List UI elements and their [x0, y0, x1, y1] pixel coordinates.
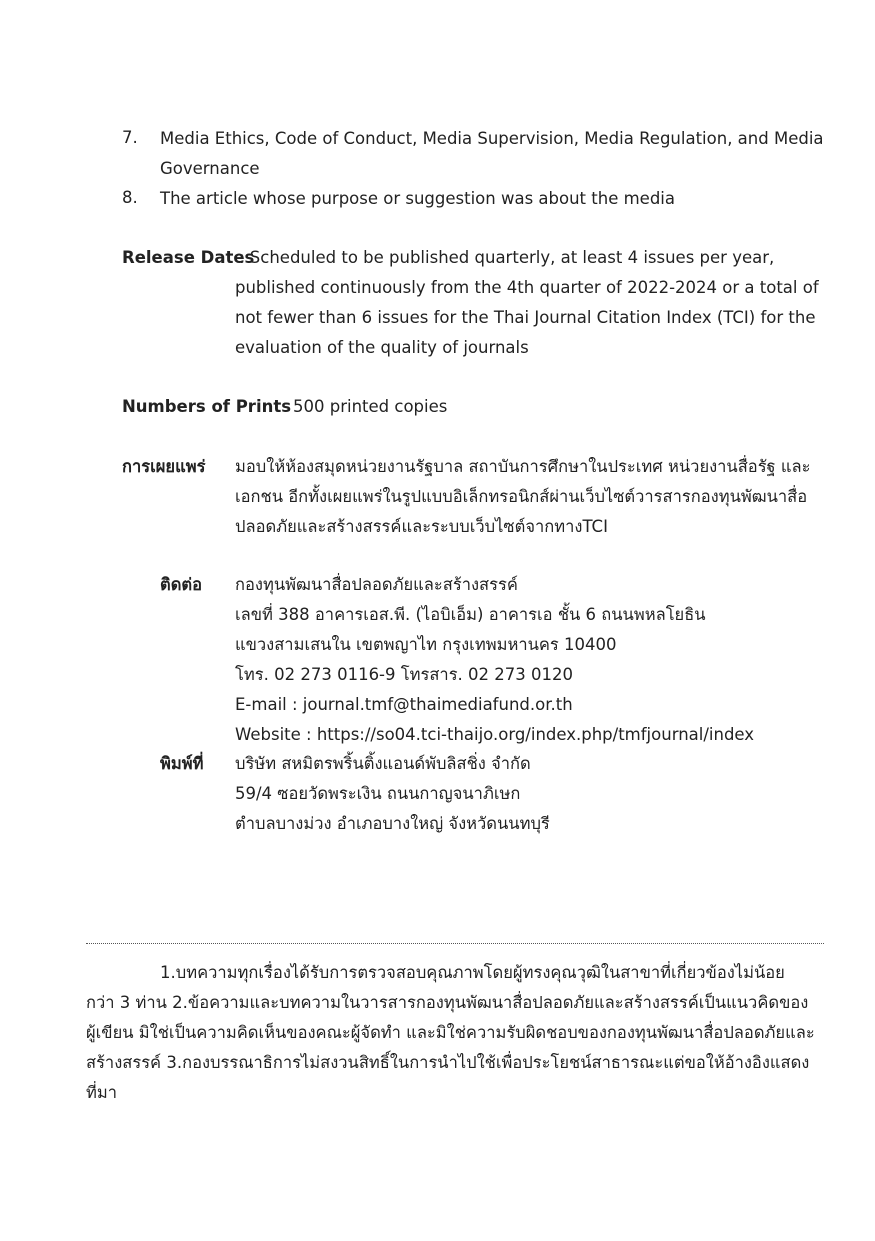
contact-phone: โทร. 02 273 0116-9 โทรสาร. 02 273 0120 [235, 665, 574, 684]
release-dates-text: : Scheduled to be published quarterly, at least 4 issues per year, [239, 248, 775, 267]
release-dates-label: Release Dates [122, 248, 255, 267]
release-dates-text: evaluation of the quality of journals [235, 338, 529, 357]
contact-website: Website : https://so04.tci-thaijo.org/index.php/tmfjournal/index [235, 725, 755, 744]
list-number: 8. [122, 188, 138, 207]
printer-line: 59/4 ซอยวัดพระเงิน ถนนกาญจนาภิเษก [235, 784, 521, 803]
contact-line: กองทุนพัฒนาสื่อปลอดภัยและสร้างสรรค์ [235, 575, 518, 594]
distribution-text: มอบให้ห้องสมุดหน่วยงานรัฐบาล สถาบันการศึกษาในประเทศ หน่วยงานสื่อรัฐ และ [235, 457, 811, 476]
footnote-line: 1.บทความทุกเรื่องได้รับการตรวจสอบคุณภาพโดยผู้ทรงคุณวุฒิในสาขาที่เกี่ยวข้องไม่น้อย [160, 963, 785, 982]
printer-line: บริษัท สหมิตรพริ้นติ้งแอนด์พับลิสชิ่ง จำกัด [235, 754, 531, 773]
printer-label: พิมพ์ที่ [160, 754, 204, 773]
list-item-line: The article whose purpose or suggestion was about the media [160, 189, 675, 208]
list-item-line: Media Ethics, Code of Conduct, Media Supervision, Media Regulation, and Media [160, 129, 824, 148]
footnote-line: สร้างสรรค์ 3.กองบรรณาธิการไม่สงวนสิทธิ์ในการนำไปใช้เพื่อประโยชน์สาธารณะแต่ขอให้อ้างอิงแสดง [86, 1053, 810, 1072]
release-dates-text: published continuously from the 4th quarter of 2022-2024 or a total of [235, 278, 819, 297]
list-number: 7. [122, 128, 138, 147]
prints-value: 500 printed copies [293, 397, 448, 416]
release-dates-text: not fewer than 6 issues for the Thai Journal Citation Index (TCI) for the [235, 308, 816, 327]
contact-email: E-mail : journal.tmf@thaimediafund.or.th [235, 695, 573, 714]
distribution-label: การเผยแพร่ [122, 457, 206, 476]
contact-line: เลขที่ 388 อาคารเอส.พี. (ไอบิเอ็ม) อาคารเอ ชั้น 6 ถนนพหลโยธิน [235, 605, 706, 624]
contact-label: ติดต่อ [160, 575, 203, 594]
prints-label: Numbers of Prints [122, 397, 292, 416]
contact-line: แขวงสามเสนใน เขตพญาไท กรุงเทพมหานคร 10400 [235, 635, 617, 654]
footnote-line: กว่า 3 ท่าน 2.ข้อความและบทความในวารสารกองทุนพัฒนาสื่อปลอดภัยและสร้างสรรค์เป็นแนวคิดของ [86, 993, 809, 1012]
distribution-text: เอกชน อีกทั้งเผยแพร่ในรูปแบบอิเล็กทรอนิกส์ผ่านเว็บไซต์วารสารกองทุนพัฒนาสื่อ [235, 487, 808, 506]
dotted-separator [86, 933, 824, 944]
printer-line: ตำบลบางม่วง อำเภอบางใหญ่ จังหวัดนนทบุรี [235, 814, 550, 833]
footnote-line: ผู้เขียน มิใช่เป็นความคิดเห็นของคณะผู้จัดทำ และมิใช่ความรับผิดชอบของกองทุนพัฒนาสื่อปลอดภัยและ [86, 1023, 815, 1042]
distribution-text: ปลอดภัยและสร้างสรรค์และระบบเว็บไซต์จากทางTCI [235, 517, 608, 536]
footnote-line: ที่มา [86, 1083, 118, 1102]
list-item-line: Governance [160, 159, 260, 178]
